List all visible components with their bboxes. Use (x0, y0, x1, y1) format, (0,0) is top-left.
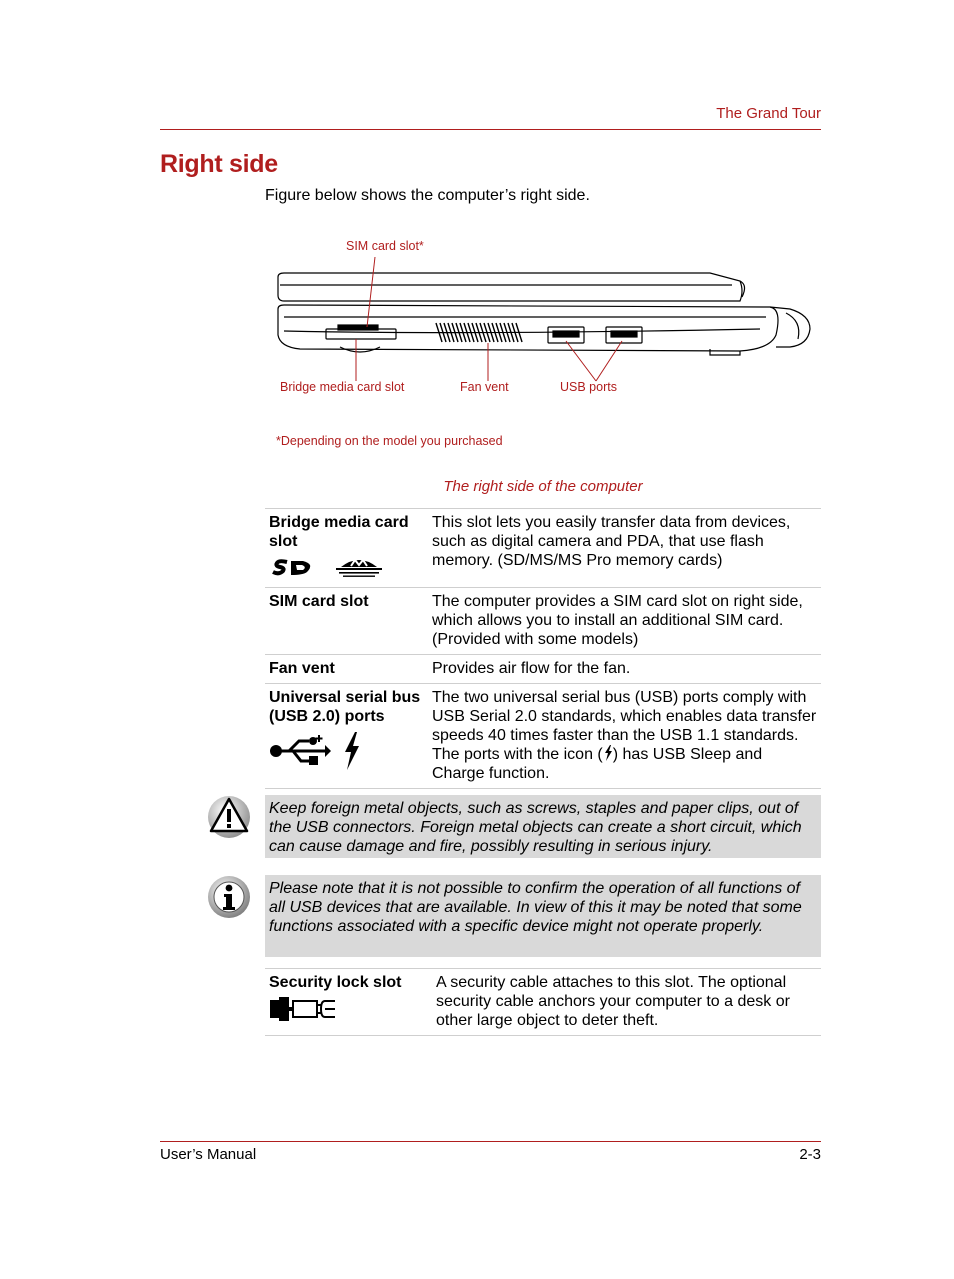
security-lock-icon (269, 996, 339, 1022)
info-note: Please note that it is not possible to confirm the operation of all functions of all USB devices that are available. In view of this it may be noted that some functions associated with a specific device might not operate properly. (265, 875, 821, 957)
term-bridge-media: Bridge media card slot (269, 514, 409, 550)
usb-ports-label: USB ports (560, 380, 617, 394)
running-header: The Grand Tour (716, 105, 821, 122)
header-rule (160, 129, 821, 130)
desc-bridge-media: This slot lets you easily transfer data from devices, such as digital camera and PDA, that use flash memory. (SD/MS/MS Pro memory cards) (428, 509, 821, 588)
sleep-and-charge-icon (341, 732, 361, 770)
term-sim-card: SIM card slot (265, 588, 428, 655)
sd-logo-icon (269, 558, 317, 578)
usb-icon (269, 733, 331, 769)
sleep-and-charge-inline-icon (603, 745, 613, 761)
security-table (265, 968, 821, 1036)
table-row (265, 588, 821, 655)
desc-usb: The two universal serial bus (USB) ports comply with USB Serial 2.0 standards, which enables data transfer speeds 40 times faster than the USB 1.1 standards. The ports with the icon ( ) has USB Sleep and Charge function. (428, 684, 821, 789)
features-table (265, 508, 821, 789)
figure-footnote: *Depending on the model you purchased (276, 434, 503, 448)
desc-sim-card: The computer provides a SIM card slot on right side, which allows you to install an additional SIM card. (Provided with some models) (428, 588, 821, 655)
bridge-media-slot-label: Bridge media card slot (280, 380, 405, 394)
term-fan-vent: Fan vent (265, 655, 428, 684)
table-row (265, 509, 821, 588)
right-side-figure (270, 235, 820, 455)
warning-icon (207, 795, 251, 839)
info-icon (207, 875, 251, 919)
sim-card-slot-label: SIM card slot* (346, 239, 424, 253)
desc-security-lock: A security cable attaches to this slot. The optional security cable anchors your computer to a desk or other large object to deter theft. (432, 969, 821, 1036)
warning-note: Keep foreign metal objects, such as screws, staples and paper clips, out of the USB connectors. Foreign metal objects can create a short circuit, which can cause damage and fire, possibly resulting in serious injury. (265, 795, 821, 858)
laptop-right-side-illustration (270, 235, 820, 455)
memory-stick-logo-icon (335, 557, 383, 579)
intro-text: Figure below shows the computer’s right side. (265, 187, 590, 204)
term-security-lock: Security lock slot (269, 974, 402, 991)
page-title: Right side (160, 150, 278, 178)
page-number: 2-3 (799, 1146, 821, 1163)
table-row (265, 969, 821, 1036)
figure-caption: The right side of the computer (443, 478, 643, 495)
footer-manual: User’s Manual (160, 1146, 257, 1163)
fan-vent-label: Fan vent (460, 380, 509, 394)
table-row (265, 684, 821, 789)
table-row (265, 655, 821, 684)
term-usb: Universal serial bus (USB 2.0) ports (269, 689, 421, 725)
desc-fan-vent: Provides air flow for the fan. (428, 655, 821, 684)
footer-rule (160, 1141, 821, 1142)
